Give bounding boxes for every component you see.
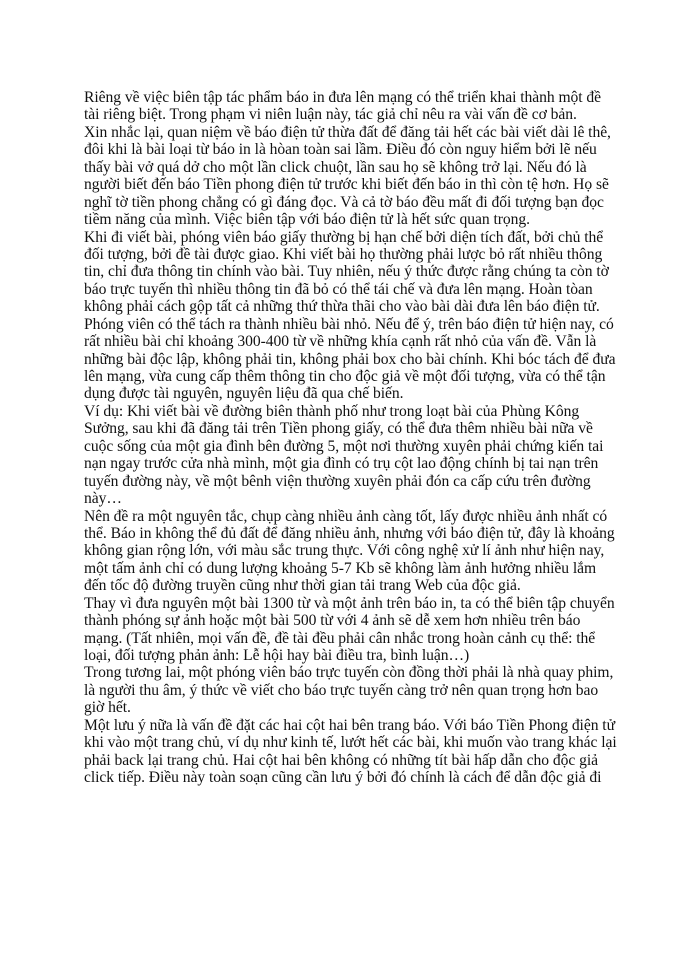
text-line: phải back lại trang chủ. Hai cột hai bên không có những tít bài hấp dẫn cho độc giả: [84, 751, 598, 769]
text-line: báo trực tuyến thì nhiều thông tin đã bỏ có thể tái chế và đưa lên mạng. Hoàn tòan: [84, 280, 593, 298]
text-line: này…: [84, 490, 122, 508]
text-line: lên mạng, vừa cung cấp thêm thông tin cho độc giả về một đối tượng, vừa có thể tận: [84, 368, 606, 385]
text-line: khi vào một trang chủ, ví dụ như kinh tế, lướt hết các bài, khi muốn vào trang khác lại: [84, 734, 617, 752]
text-line: đối tượng, bởi đề tài được giao. Khi viết bài họ thường phải lược bỏ rất nhiều thông: [84, 245, 603, 263]
text-line: thấy bài vở quá dở cho một lần click chuột, lần sau họ sẽ không trở lại. Nếu đó là: [84, 158, 587, 176]
text-line: Sưởng, sau khi đã đăng tải trên Tiền phong giấy, có thể đưa thêm nhiều bài nữa về: [84, 420, 593, 438]
text-line: loại, đối tượng phản ảnh: Lễ hội hay bài điều tra, bình luận…): [84, 647, 470, 664]
text-line: Thay vì đưa nguyên một bài 1300 từ và một ảnh trên báo in, ta có thể biên tập chuyển: [84, 594, 615, 612]
text-line: nạn ngay trước cửa nhà mình, một gia đình có trụ cột lao động chính bị tai nạn trên: [84, 455, 599, 473]
text-line: rất nhiều bài chỉ khoảng 300-400 từ về những khía cạnh rất nhỏ của vấn đề. Vẫn là: [84, 333, 597, 351]
text-line: Một lưu ý nữa là vấn đề đặt các hai cột hai bên trang báo. Với báo Tiền Phong điện tử: [84, 716, 615, 734]
text-line: tuyến đường này, về một bênh viện thường xuyên phải đón ca cấp cứu trên đường: [84, 472, 591, 490]
text-line: Riêng về việc biên tập tác phẩm báo in đưa lên mạng có thể triển khai thành một đề: [84, 89, 602, 106]
text-line: nghĩ tờ tiền phong chẳng có gì đáng đọc. Và cả tờ báo đều mất đi đối tượng bạn đọc: [84, 193, 604, 211]
text-line: một tấm ảnh chỉ có dung lượng khoảng 5-7 Kb sẽ không làm ảnh hưởng nhiều lắm: [84, 559, 597, 577]
text-line: Xin nhắc lại, quan niệm về báo điện tử thừa đất để đăng tải hết các bài viết dài lê thê,: [84, 123, 611, 141]
text-line: Khi đi viết bài, phóng viên báo giấy thường bị hạn chế bởi diện tích đất, bởi chủ thể: [84, 228, 604, 246]
text-line: dụng được tài nguyên, nguyên liệu đã qua chế biến.: [84, 385, 404, 403]
document-page: [84, 89, 684, 787]
text-line: Ví dụ: Khi viết bài về đường biên thành phố như trong loạt bài của Phùng Kông: [84, 402, 580, 420]
text-line: Nên đề ra một nguyên tắc, chụp càng nhiều ảnh càng tốt, lấy được nhiều ảnh nhất có: [84, 507, 608, 525]
text-line: đôi khi là bài loại từ báo in là hòan toàn sai lầm. Điều đó còn nguy hiểm bởi lẽ nếu: [84, 141, 597, 159]
text-line: Phóng viên có thể tách ra thành nhiều bài nhỏ. Nếu để ý, trên báo điện tử hiện nay, có: [84, 315, 614, 333]
text-line: Trong tương lai, một phóng viên báo trực tuyến còn đồng thời phải là nhà quay phim,: [84, 664, 614, 682]
text-line: đến tốc độ đường truyền cũng như thời gian tải trang Web của độc giả.: [84, 577, 521, 595]
text-line: tin, chỉ đưa thông tin chính vào bài. Tuy nhiên, nếu ý thức được rằng chúng ta còn tờ: [84, 263, 609, 281]
text-line: không phải cách gộp tất cả những thứ thừa thãi cho vào bài dài đưa lên báo điện tử.: [84, 298, 600, 316]
text-line: click tiếp. Điều này toàn soạn cũng cần lưu ý bởi đó chính là cách để dẫn độc giả đi: [84, 769, 602, 787]
text-line: tiềm năng của mình. Việc biên tập với báo điện tử là hết sức quan trọng.: [84, 211, 531, 229]
text-line: thành phóng sự ảnh hoặc một bài 500 từ với 4 ảnh sẽ dễ xem hơn nhiều trên báo: [84, 612, 581, 630]
text-line: không gian rộng lớn, với màu sắc trung thực. Với công nghệ xử lí ảnh như hiện nay,: [84, 542, 605, 560]
text-line: thể. Báo in không thể đủ đất để đăng nhiều ảnh, nhưng với báo điện tử, đây là khoảng: [84, 524, 615, 542]
text-line: là người thu âm, ý thức về viết cho báo trực tuyến càng trở nên quan trọng hơn bao: [84, 681, 599, 699]
text-line: giờ hết.: [84, 699, 131, 717]
text-line: người biết đến báo Tiền phong điện tử trước khi biết đến báo in thì còn tệ hơn. Họ sẽ: [84, 176, 609, 194]
text-line: mạng. (Tất nhiên, mọi vấn đề, đề tài đều phải cân nhắc trong hoàn cảnh cụ thể: thể: [84, 629, 596, 647]
text-line: những bài độc lập, không phải tin, không phải box cho bài chính. Khi bóc tách để đưa: [84, 350, 616, 368]
text-line: cuộc sống của một gia đình bên đường 5, một nơi thường xuyên phải chứng kiến tai: [84, 437, 604, 455]
text-line: tài riêng biệt. Trong phạm vi niên luận này, tác giả chỉ nêu ra vài vấn đề cơ bản.: [84, 106, 577, 124]
